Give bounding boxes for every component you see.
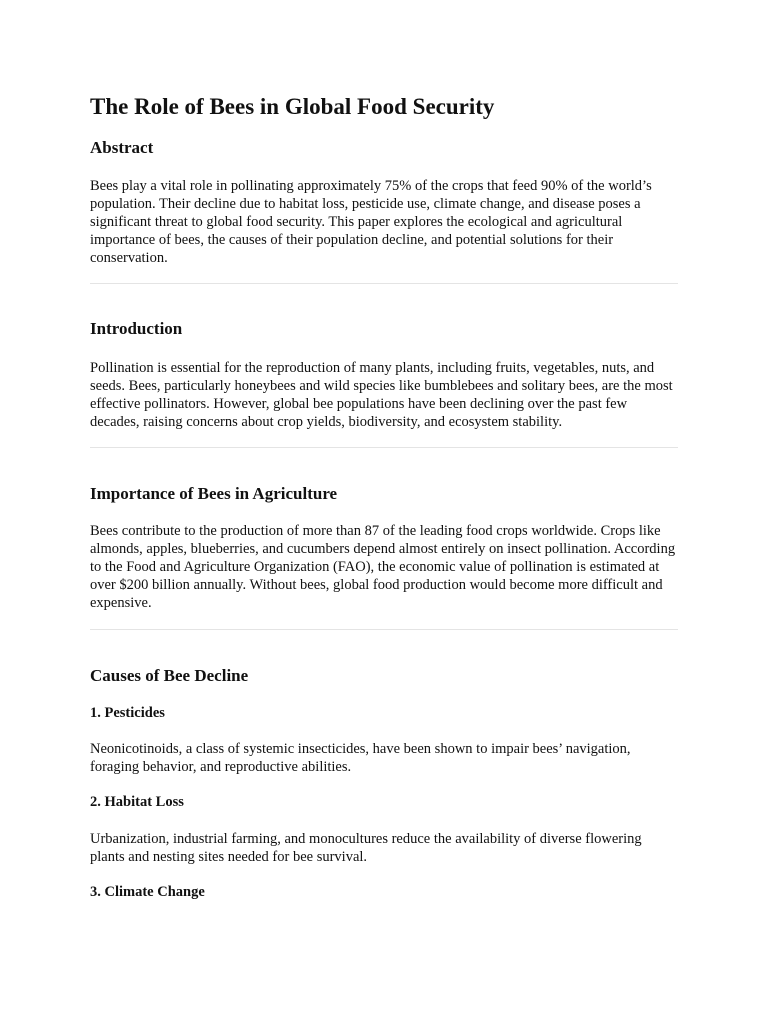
importance-text: Bees contribute to the production of more than 87 of the leading food crops worldwide. Crops like almonds, apples, blueberries, and cucumbers depend almost entirely on insect pollination. According to the Food and Agriculture Organization (FAO), the economic value of pollination is estimated at over $200 billion annually. Without bees, global food production would become more difficult and expensive. (90, 523, 676, 611)
habitat-loss-heading: 2. Habitat Loss (90, 794, 184, 810)
introduction-heading: Introduction (90, 319, 183, 338)
introduction-text: Pollination is essential for the reproduction of many plants, including fruits, vegetables, nuts, and seeds. Bees, particularly honeybees and wild species like bumblebees and solitary bees, are the most effective pollinators. However, global bee populations have been declining over the past few decades, raising concerns about crop yields, biodiversity, and ecosystem stability. (90, 360, 673, 430)
causes-heading: Causes of Bee Decline (90, 666, 249, 685)
paper-title: The Role of Bees in Global Food Security (90, 94, 495, 119)
pesticides-heading: 1. Pesticides (90, 705, 165, 721)
importance-heading: Importance of Bees in Agriculture (90, 484, 338, 503)
section-divider (90, 283, 678, 284)
section-divider (90, 629, 678, 630)
climate-change-heading: 3. Climate Change (90, 884, 205, 900)
habitat-loss-text: Urbanization, industrial farming, and monocultures reduce the availability of diverse flowering plants and nesting sites needed for bee survival. (90, 831, 642, 865)
abstract-text: Bees play a vital role in pollinating approximately 75% of the crops that feed 90% of the world’s population. Their decline due to habitat loss, pesticide use, climate change, and disease poses a significant threat to global food security. This paper explores the ecological and agricultural importance of bees, the causes of their population decline, and potential solutions for their conservation. (90, 178, 652, 266)
section-divider (90, 447, 678, 448)
pesticides-text: Neonicotinoids, a class of systemic insecticides, have been shown to impair bees’ navigation, foraging behavior, and reproductive abilities. (90, 741, 631, 775)
abstract-heading: Abstract (90, 138, 154, 157)
